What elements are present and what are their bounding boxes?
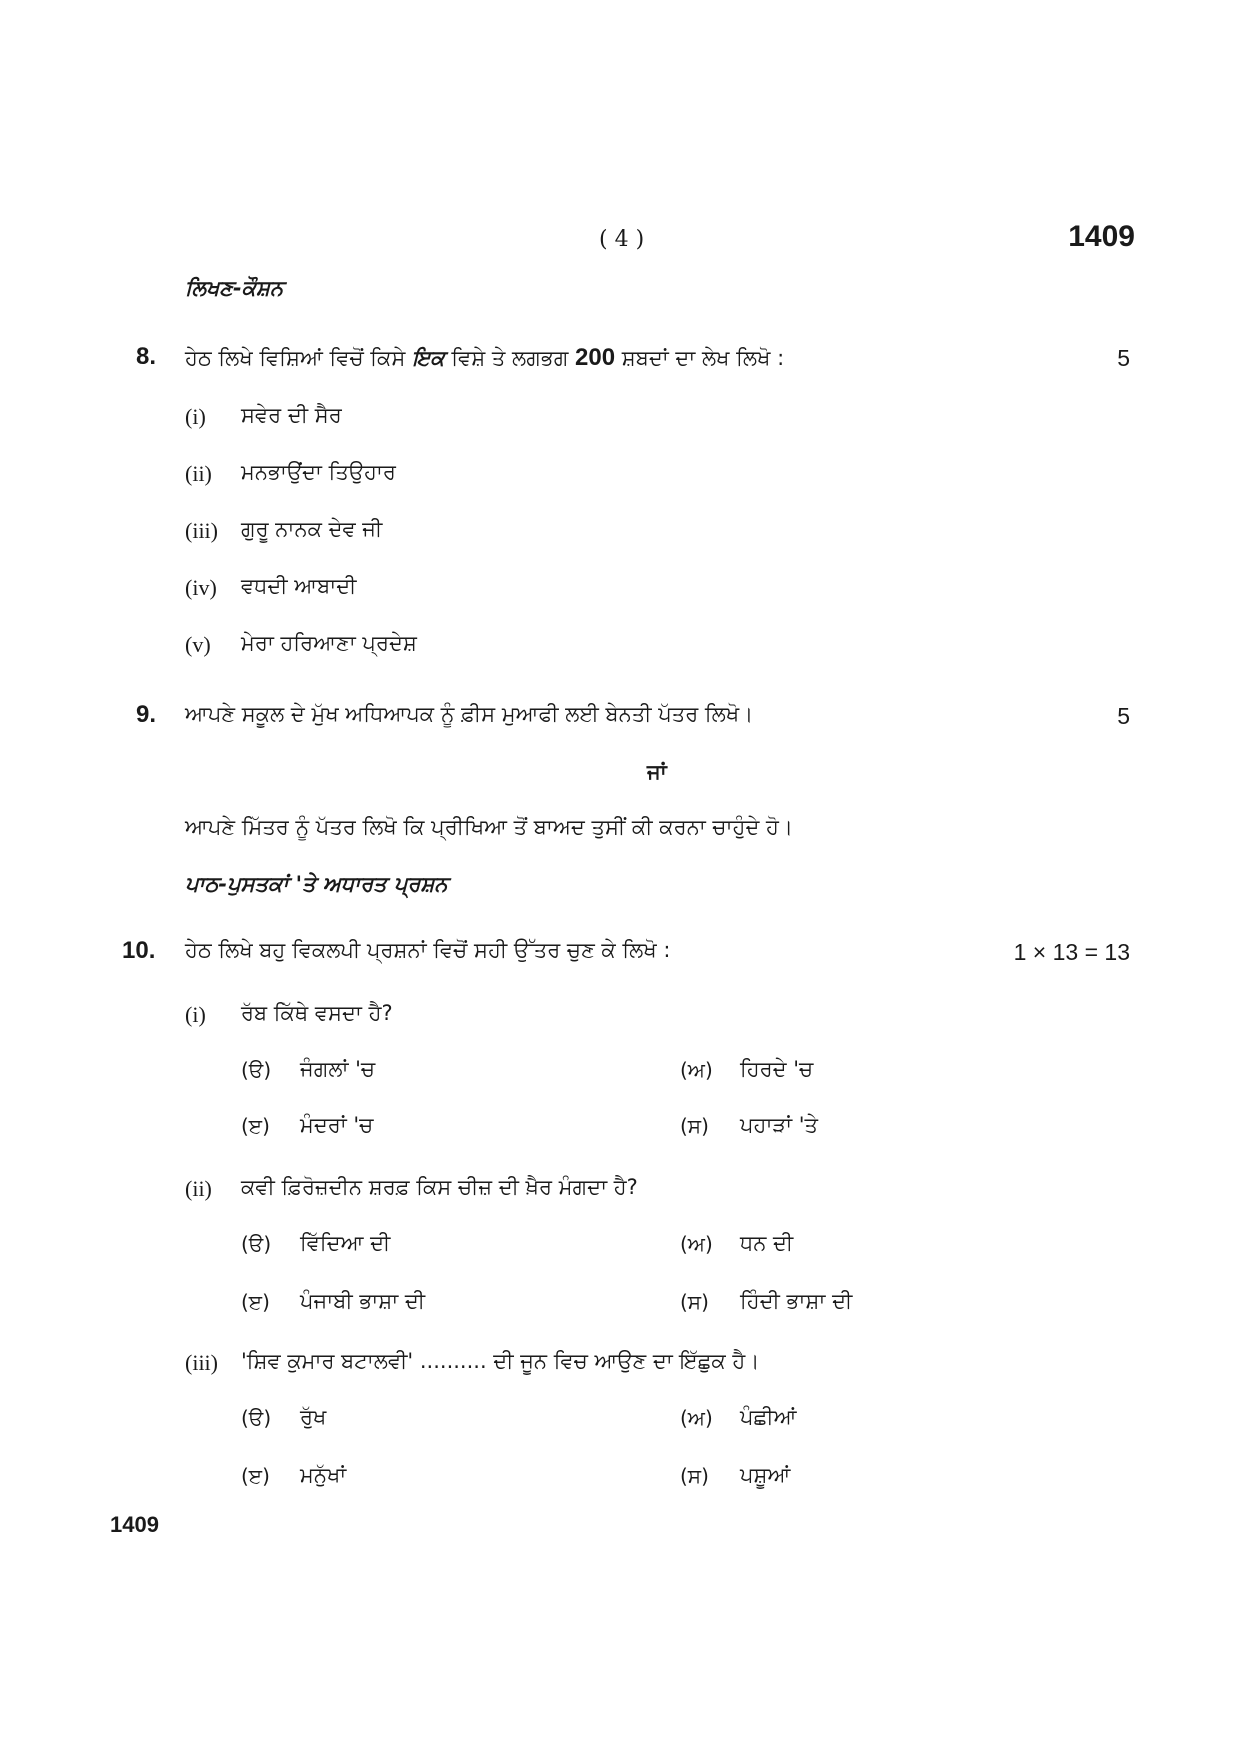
option-text: ਹਿਰਦੇ 'ਚ: [740, 1057, 814, 1081]
paper-code: 1409: [1068, 220, 1135, 253]
option-label: (ਅ): [680, 1406, 713, 1430]
q8-item-number: (i): [185, 404, 206, 429]
q10-sub-number: (i): [185, 1002, 206, 1027]
option-text: ਪਹਾੜਾਂ 'ਤੇ: [740, 1113, 818, 1137]
option-text: ਧਨ ਦੀ: [740, 1231, 794, 1255]
q8-text-b: ਵਿਸ਼ੇ ਤੇ ਲਗਭਗ: [451, 346, 569, 370]
question-9-marks: 5: [1117, 703, 1130, 729]
option-text: ਪੰਛੀਆਂ: [740, 1405, 797, 1429]
q10-sub-question: ਰੱਬ ਕਿੱਥੇ ਵਸਦਾ ਹੈ?: [241, 1001, 393, 1025]
option-text: ਰੁੱਖ: [300, 1405, 327, 1429]
option-text: ਹਿੰਦੀ ਭਾਸ਼ਾ ਦੀ: [740, 1289, 853, 1313]
option-text: ਮੰਦਰਾਂ 'ਚ: [300, 1113, 374, 1137]
q8-item-number: (ii): [185, 461, 212, 486]
footer-paper-code: 1409: [110, 1512, 159, 1537]
q8-item-number: (v): [185, 632, 211, 657]
q8-text-emph: ਇਕ: [412, 346, 445, 370]
option-label: (ੲ): [241, 1290, 270, 1314]
option-label: (ੲ): [241, 1114, 270, 1138]
option-text: ਮਨੁੱਖਾਂ: [300, 1463, 347, 1487]
q8-item-text: ਮਨਭਾਉਂਦਾ ਤਿਉਹਾਰ: [241, 460, 396, 484]
question-9-alternative: ਆਪਣੇ ਮਿੱਤਰ ਨੂੰ ਪੱਤਰ ਲਿਖੋ ਕਿ ਪ੍ਰੀਖਿਆ ਤੋਂ ਬਾਅਦ ਤੁਸੀਂ ਕੀ ਕਰਨਾ ਚਾਹੁੰਦੇ ਹੋ।: [185, 815, 794, 839]
page-number: ( 4 ): [599, 227, 645, 252]
question-8-number: 8.: [136, 343, 157, 370]
option-label: (ਸ): [680, 1114, 709, 1138]
section-title-textbook: ਪਾਠ-ਪੁਸਤਕਾਂ 'ਤੇ ਅਧਾਰਤ ਪ੍ਰਸ਼ਨ: [185, 872, 448, 896]
option-text: ਪਸ਼ੂਆਂ: [740, 1463, 791, 1487]
question-8-marks: 5: [1117, 345, 1130, 371]
q8-item-number: (iii): [185, 518, 218, 543]
option-text: ਪੰਜਾਬੀ ਭਾਸ਼ਾ ਦੀ: [300, 1289, 426, 1313]
q10-sub-question: ਕਵੀ ਫ਼ਿਰੋਜ਼ਦੀਨ ਸ਼ਰਫ਼ ਕਿਸ ਚੀਜ਼ ਦੀ ਖ਼ੈਰ ਮੰਗਦਾ ਹੈ?: [241, 1175, 638, 1199]
q8-text-c: ਸ਼ਬਦਾਂ ਦਾ ਲੇਖ ਲਿਖੋ :: [621, 346, 785, 370]
question-10-text: ਹੇਠ ਲਿਖੇ ਬਹੁ ਵਿਕਲਪੀ ਪ੍ਰਸ਼ਨਾਂ ਵਿਚੋਂ ਸਹੀ ਉੱਤਰ ਚੁਣ ਕੇ ਲਿਖੋ :: [185, 938, 671, 962]
option-label: (ੳ): [241, 1232, 272, 1256]
q8-word-count: 200: [575, 344, 616, 371]
q8-item-text: ਵਧਦੀ ਆਬਾਦੀ: [241, 574, 357, 598]
q8-item-text: ਗੁਰੂ ਨਾਨਕ ਦੇਵ ਜੀ: [241, 517, 383, 541]
option-text: ਵਿੱਦਿਆ ਦੀ: [300, 1231, 391, 1255]
option-label: (ਸ): [680, 1290, 709, 1314]
q10-sub-number: (ii): [185, 1176, 212, 1201]
q8-text-a: ਹੇਠ ਲਿਖੇ ਵਿਸ਼ਿਆਂ ਵਿਚੋਂ ਕਿਸੇ: [185, 346, 406, 370]
section-title-writing: ਲਿਖਣ-ਕੌਸ਼ਨ: [185, 276, 284, 300]
option-label: (ਅ): [680, 1232, 713, 1256]
option-label: (ੳ): [241, 1406, 272, 1430]
option-label: (ਅ): [680, 1058, 713, 1082]
question-9-number: 9.: [136, 701, 157, 728]
option-label: (ੲ): [241, 1464, 270, 1488]
option-label: (ੳ): [241, 1058, 272, 1082]
question-9-text: ਆਪਣੇ ਸਕੂਲ ਦੇ ਮੁੱਖ ਅਧਿਆਪਕ ਨੂੰ ਫ਼ੀਸ ਮੁਆਫੀ ਲਈ ਬੇਨਤੀ ਪੱਤਰ ਲਿਖੋ।: [185, 702, 754, 726]
q8-item-number: (iv): [185, 575, 217, 600]
option-label: (ਸ): [680, 1464, 709, 1488]
question-10-marks: 1 × 13 = 13: [1013, 939, 1130, 965]
q8-item-text: ਮੇਰਾ ਹਰਿਆਣਾ ਪ੍ਰਦੇਸ਼: [241, 631, 417, 655]
question-8-text: [185, 344, 784, 372]
question-10-number: 10.: [122, 937, 156, 964]
q10-sub-number: (iii): [185, 1350, 218, 1375]
or-separator: ਜਾਂ: [647, 760, 667, 784]
q10-sub-question: 'ਸ਼ਿਵ ਕੁਮਾਰ ਬਟਾਲਵੀ' .......... ਦੀ ਜੂਨ ਵਿਚ ਆਉਣ ਦਾ ਇੱਛੁਕ ਹੈ।: [241, 1349, 760, 1373]
q8-item-text: ਸਵੇਰ ਦੀ ਸੈਰ: [241, 403, 342, 427]
option-text: ਜੰਗਲਾਂ 'ਚ: [300, 1057, 376, 1081]
